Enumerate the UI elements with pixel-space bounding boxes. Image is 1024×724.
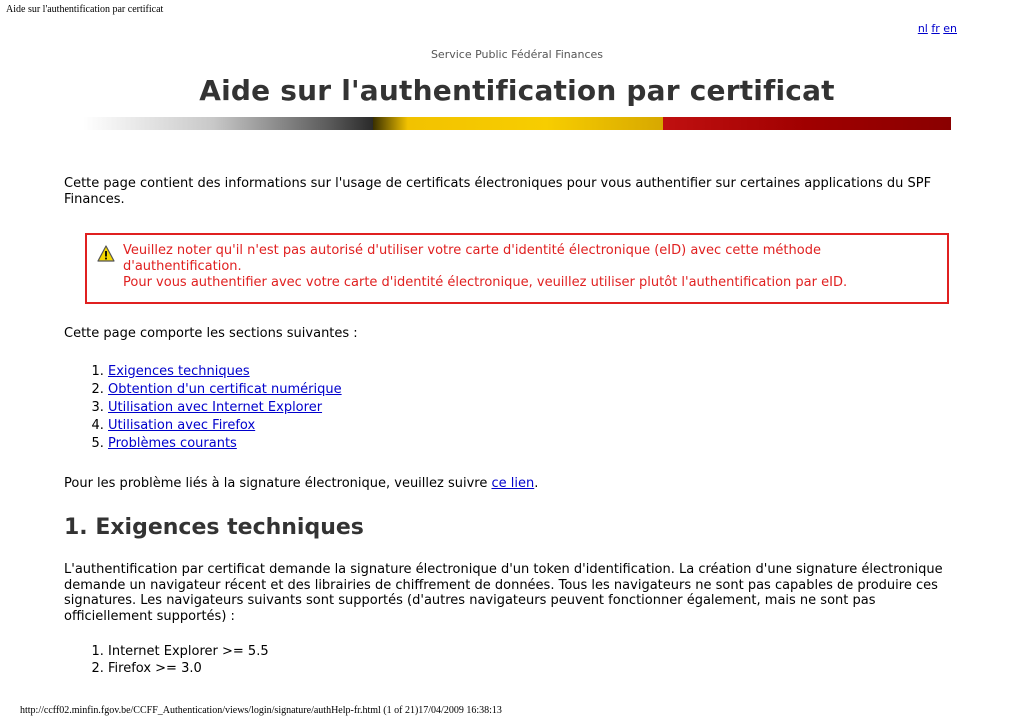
section-link-problemes[interactable]: Problèmes courants [108, 436, 237, 451]
intro-paragraph: Cette page contient des informations sur l'usage de certificats électroniques pour vous authentifier sur certaines applications du SPF Finances. [64, 176, 932, 207]
banner-red-segment [663, 117, 951, 130]
print-footer: http://ccff02.minfin.fgov.be/CCFF_Authentication/views/login/signature/authHelp-fr.html (1 of 21)17/04/2009 16:38:13 [20, 705, 502, 716]
banner-black-segment [83, 117, 373, 130]
warning-line-1: Veuillez noter qu'il n'est pas autorisé d'utiliser votre carte d'identité électronique (eID) avec cette méthode d'authentification. [123, 243, 821, 274]
service-name: Service Public Fédéral Finances [430, 48, 604, 61]
list-item [108, 399, 956, 417]
language-switcher [918, 22, 957, 35]
signature-text: Pour les problème liés à la signature électronique, veuillez suivre [64, 476, 492, 491]
section-heading-exigences: 1. Exigences techniques [64, 515, 364, 540]
list-item [108, 417, 956, 435]
banner-yellow-segment [373, 117, 663, 130]
list-item [108, 363, 956, 381]
sections-intro: Cette page comporte les sections suivantes : [64, 326, 358, 341]
warning-text [123, 243, 939, 291]
list-item [108, 435, 956, 453]
signature-paragraph [64, 476, 956, 492]
section-link-exigences[interactable]: Exigences techniques [108, 364, 250, 379]
section-link-internet-explorer[interactable]: Utilisation avec Internet Explorer [108, 400, 323, 415]
list-item: 2. Firefox >= 3.0 [108, 660, 956, 677]
lang-link-nl[interactable]: nl [917, 22, 928, 35]
lang-link-fr[interactable]: fr [931, 22, 940, 35]
flag-banner [83, 117, 951, 130]
page-title: Aide sur l'authentification par certificat [199, 74, 835, 107]
warning-line-2: Pour vous authentifier avec votre carte d'identité électronique, veuillez utiliser plutôt l'authentification par eID. [123, 275, 848, 290]
lang-link-en[interactable]: en [943, 22, 957, 35]
warning-box [85, 233, 949, 304]
browsers-list [64, 643, 956, 677]
list-item [108, 381, 956, 399]
section-link-firefox[interactable]: Utilisation avec Firefox [108, 418, 256, 433]
sections-list [64, 363, 956, 453]
warning-icon [97, 245, 115, 263]
signature-end: . [534, 476, 539, 491]
print-header: Aide sur l'authentification par certificat [6, 4, 164, 15]
signature-link[interactable]: ce lien [491, 476, 535, 491]
requirements-paragraph: L'authentification par certificat demande la signature électronique d'un token d'identification. La création d'une signature électronique demande un navigateur récent et des librairies de chiffrement de données. Tous les navigateurs ne sont pas capables de produire ces signatures. Les navigateurs suivants sont supportés (d'autres navigateurs peuvent fonctionner également, mais ne sont pas officiellement supportés) : [64, 562, 943, 624]
section-link-obtention[interactable]: Obtention d'un certificat numérique [108, 382, 342, 397]
main-content [64, 176, 956, 677]
list-item: 1. Internet Explorer >= 5.5 [108, 643, 956, 660]
